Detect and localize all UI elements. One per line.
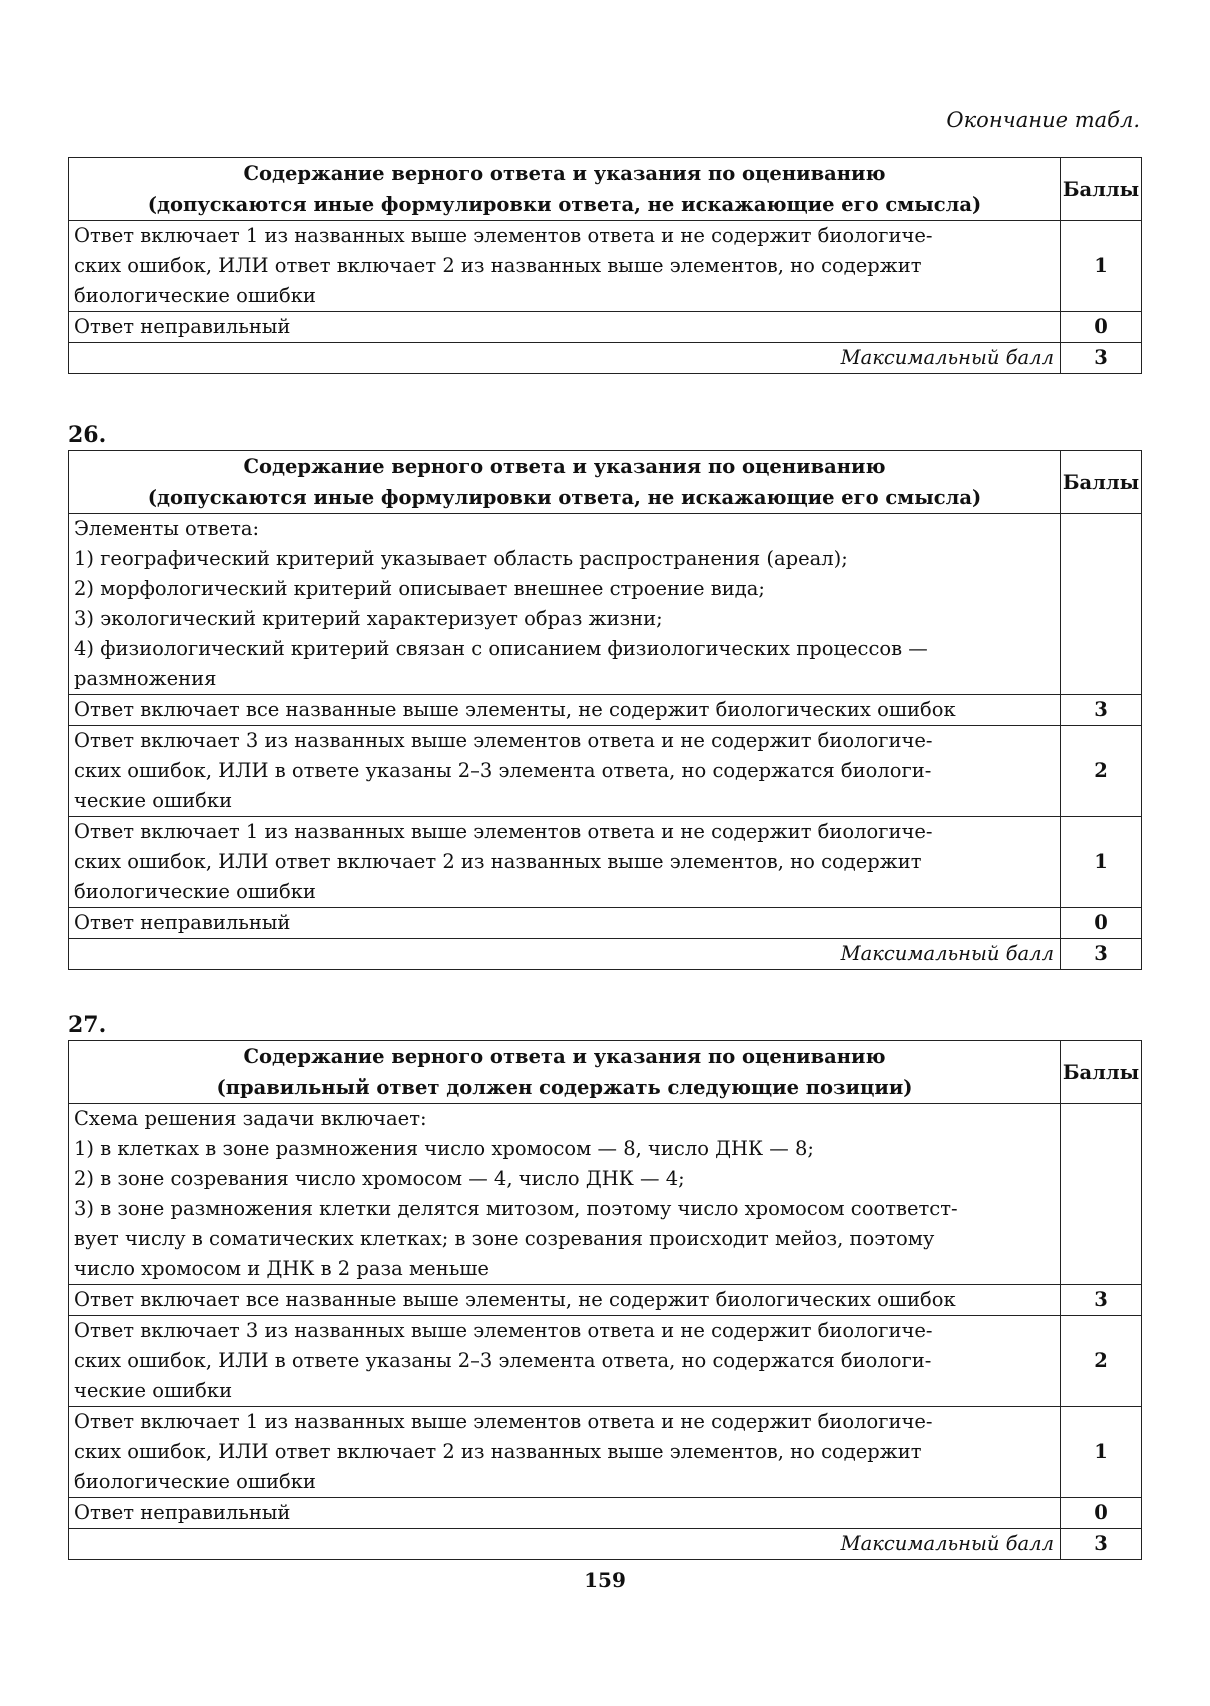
continuation-label: Окончание табл. bbox=[946, 108, 1140, 132]
table-row bbox=[69, 1407, 1142, 1498]
text-line: ских ошибок, ИЛИ ответ включает 2 из названных выше элементов, но содержит bbox=[74, 1440, 922, 1463]
header-title: Содержание верного ответа и указания по оцениванию bbox=[243, 162, 886, 185]
text-line: ческие ошибки bbox=[74, 789, 233, 812]
text-line: ческие ошибки bbox=[74, 1379, 233, 1402]
criteria-cell: Ответ включает все названные выше элементы, не содержит биологических ошибок bbox=[69, 695, 1061, 726]
table-header-content bbox=[69, 158, 1061, 221]
score-cell: 3 bbox=[1061, 1285, 1142, 1316]
table-header-row bbox=[69, 451, 1142, 514]
max-score-value: 3 bbox=[1061, 343, 1142, 374]
element-item: 2) морфологический критерий описывает внешнее строение вида; bbox=[74, 577, 765, 600]
element-item: число хромосом и ДНК в 2 раза меньше bbox=[74, 1257, 489, 1280]
table-row bbox=[69, 1285, 1142, 1316]
header-title: Содержание верного ответа и указания по оцениванию bbox=[243, 1045, 886, 1068]
score-cell: 1 bbox=[1061, 1407, 1142, 1498]
text-line: Ответ включает 1 из названных выше элементов ответа и не содержит биологиче- bbox=[74, 224, 933, 247]
element-item: 3) экологический критерий характеризует образ жизни; bbox=[74, 607, 663, 630]
text-line: биологические ошибки bbox=[74, 880, 316, 903]
text-line: ских ошибок, ИЛИ ответ включает 2 из названных выше элементов, но содержит bbox=[74, 254, 922, 277]
score-cell: 1 bbox=[1061, 221, 1142, 312]
task-27-block bbox=[68, 1010, 1142, 1560]
header-title: Содержание верного ответа и указания по оцениванию bbox=[243, 455, 886, 478]
max-score-label: Максимальный балл bbox=[69, 1529, 1061, 1560]
header-subtitle: (правильный ответ должен содержать следующие позиции) bbox=[216, 1076, 913, 1099]
criteria-cell bbox=[69, 726, 1061, 817]
element-item: 4) физиологический критерий связан с описанием физиологических процессов — bbox=[74, 637, 928, 660]
text-line: ских ошибок, ИЛИ в ответе указаны 2–3 элемента ответа, но содержатся биологи- bbox=[74, 759, 932, 782]
criteria-cell bbox=[69, 817, 1061, 908]
score-cell: 3 bbox=[1061, 695, 1142, 726]
answer-elements-row bbox=[69, 514, 1142, 695]
table-top-block bbox=[68, 157, 1142, 374]
task-number: 27. bbox=[68, 1012, 107, 1038]
score-cell: 0 bbox=[1061, 312, 1142, 343]
text-line: Ответ включает 3 из названных выше элементов ответа и не содержит биологиче- bbox=[74, 1319, 933, 1342]
empty-score-cell bbox=[1061, 514, 1142, 695]
table-header-content bbox=[69, 1041, 1061, 1104]
header-score-label: Баллы bbox=[1061, 451, 1142, 514]
max-score-row bbox=[69, 939, 1142, 970]
answer-elements-cell bbox=[69, 514, 1061, 695]
text-line: Ответ включает 1 из названных выше элементов ответа и не содержит биологиче- bbox=[74, 1410, 933, 1433]
element-item: 1) географический критерий указывает область распространения (ареал); bbox=[74, 547, 848, 570]
table-header-row bbox=[69, 1041, 1142, 1104]
score-cell: 0 bbox=[1061, 908, 1142, 939]
criteria-table-top bbox=[68, 157, 1142, 374]
criteria-table-27 bbox=[68, 1040, 1142, 1560]
max-score-label: Максимальный балл bbox=[69, 343, 1061, 374]
score-cell: 2 bbox=[1061, 726, 1142, 817]
elements-heading: Схема решения задачи включает: bbox=[74, 1107, 427, 1130]
text-line: биологические ошибки bbox=[74, 1470, 316, 1493]
empty-score-cell bbox=[1061, 1104, 1142, 1285]
max-score-row bbox=[69, 1529, 1142, 1560]
max-score-label: Максимальный балл bbox=[69, 939, 1061, 970]
text-line: Ответ включает 3 из названных выше элементов ответа и не содержит биологиче- bbox=[74, 729, 933, 752]
table-row bbox=[69, 1316, 1142, 1407]
page-number: 159 bbox=[584, 1568, 626, 1592]
element-item: 1) в клетках в зоне размножения число хромосом — 8, число ДНК — 8; bbox=[74, 1137, 814, 1160]
criteria-cell: Ответ неправильный bbox=[69, 1498, 1061, 1529]
criteria-cell bbox=[69, 1316, 1061, 1407]
table-header-content bbox=[69, 451, 1061, 514]
table-row bbox=[69, 695, 1142, 726]
score-cell: 0 bbox=[1061, 1498, 1142, 1529]
score-cell: 1 bbox=[1061, 817, 1142, 908]
criteria-cell bbox=[69, 1407, 1061, 1498]
element-item: 2) в зоне созревания число хромосом — 4, число ДНК — 4; bbox=[74, 1167, 685, 1190]
table-row bbox=[69, 312, 1142, 343]
criteria-cell: Ответ неправильный bbox=[69, 312, 1061, 343]
table-row bbox=[69, 817, 1142, 908]
task-26-block bbox=[68, 420, 1142, 970]
element-item: 3) в зоне размножения клетки делятся митозом, поэтому число хромосом соответст- bbox=[74, 1197, 958, 1220]
criteria-cell: Ответ включает все названные выше элементы, не содержит биологических ошибок bbox=[69, 1285, 1061, 1316]
criteria-cell: Ответ неправильный bbox=[69, 908, 1061, 939]
table-row bbox=[69, 1498, 1142, 1529]
text-line: биологические ошибки bbox=[74, 284, 316, 307]
text-line: ских ошибок, ИЛИ ответ включает 2 из названных выше элементов, но содержит bbox=[74, 850, 922, 873]
criteria-table-26 bbox=[68, 450, 1142, 970]
table-header-row bbox=[69, 158, 1142, 221]
header-score-label: Баллы bbox=[1061, 158, 1142, 221]
text-line: Ответ включает 1 из названных выше элементов ответа и не содержит биологиче- bbox=[74, 820, 933, 843]
max-score-value: 3 bbox=[1061, 939, 1142, 970]
criteria-cell bbox=[69, 221, 1061, 312]
table-row bbox=[69, 908, 1142, 939]
table-row bbox=[69, 221, 1142, 312]
max-score-value: 3 bbox=[1061, 1529, 1142, 1560]
element-item: вует числу в соматических клетках; в зоне созревания происходит мейоз, поэтому bbox=[74, 1227, 935, 1250]
header-score-label: Баллы bbox=[1061, 1041, 1142, 1104]
answer-elements-row bbox=[69, 1104, 1142, 1285]
table-row bbox=[69, 726, 1142, 817]
header-subtitle: (допускаются иные формулировки ответа, не искажающие его смысла) bbox=[147, 486, 982, 509]
elements-heading: Элементы ответа: bbox=[74, 517, 260, 540]
score-cell: 2 bbox=[1061, 1316, 1142, 1407]
max-score-row bbox=[69, 343, 1142, 374]
answer-elements-cell bbox=[69, 1104, 1061, 1285]
element-item: размножения bbox=[74, 667, 217, 690]
header-subtitle: (допускаются иные формулировки ответа, не искажающие его смысла) bbox=[147, 193, 982, 216]
text-line: ских ошибок, ИЛИ в ответе указаны 2–3 элемента ответа, но содержатся биологи- bbox=[74, 1349, 932, 1372]
task-number: 26. bbox=[68, 422, 107, 448]
